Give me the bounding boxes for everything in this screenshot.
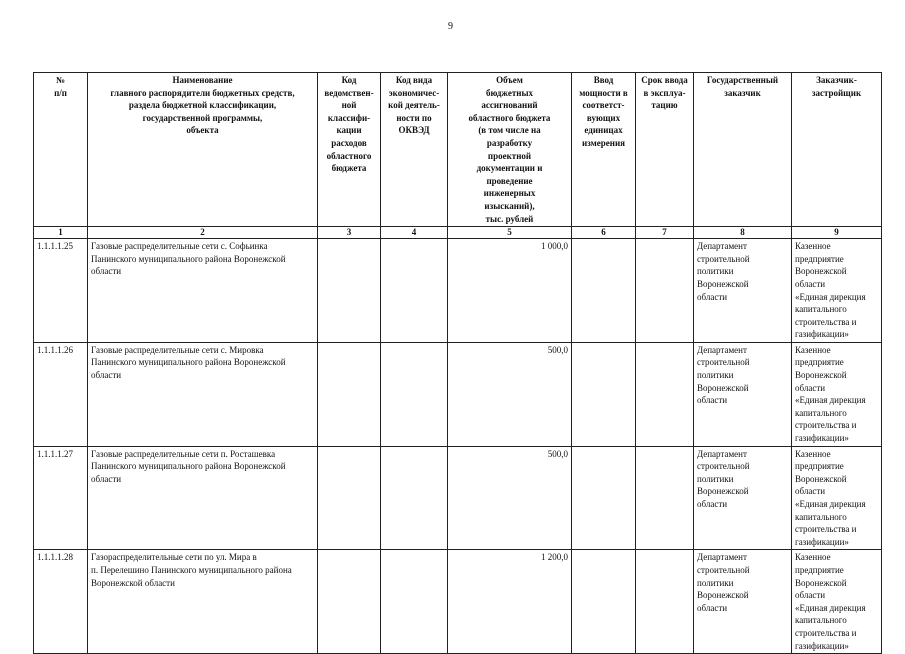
page-number: 9 bbox=[448, 21, 453, 32]
col-number: 6 bbox=[572, 227, 636, 239]
state-customer-cell: Департамент строительной политики Воронежской области bbox=[694, 342, 792, 446]
term-cell bbox=[636, 342, 694, 446]
col-header-dept-code: Код ведомствен- ной классифи- кации расходов областного бюджета bbox=[318, 73, 381, 227]
table-row bbox=[34, 342, 882, 446]
col-number: 7 bbox=[636, 227, 694, 239]
table-row bbox=[34, 550, 882, 654]
term-cell bbox=[636, 550, 694, 654]
col-header-amount: Объем бюджетных ассигнований областного бюджета (в том числе на разработку проектной документации и проведение инженерных изысканий), тыс. рублей bbox=[448, 73, 572, 227]
dept-code-cell bbox=[318, 239, 381, 343]
amount-cell: 500,0 bbox=[448, 342, 572, 446]
developer-cell: Казенное предприятие Воронежской области «Единая дирекция капитального строительства и газификации» bbox=[792, 342, 882, 446]
term-cell bbox=[636, 239, 694, 343]
okved-cell bbox=[381, 342, 448, 446]
col-number: 2 bbox=[88, 227, 318, 239]
col-header-state-customer: Государственный заказчик bbox=[694, 73, 792, 227]
col-number: 1 bbox=[34, 227, 88, 239]
developer-cell: Казенное предприятие Воронежской области «Единая дирекция капитального строительства и газификации» bbox=[792, 446, 882, 550]
row-number: 1.1.1.1.26 bbox=[34, 342, 88, 446]
row-number: 1.1.1.1.27 bbox=[34, 446, 88, 550]
object-name: Газовые распределительные сети с. Софьинка Панинского муниципального района Воронежской области bbox=[88, 239, 318, 343]
okved-cell bbox=[381, 550, 448, 654]
state-customer-cell: Департамент строительной политики Воронежской области bbox=[694, 239, 792, 343]
amount-cell: 500,0 bbox=[448, 446, 572, 550]
object-name: Газораспределительные сети по ул. Мира в п. Перелешино Панинского муниципального района Воронежской области bbox=[88, 550, 318, 654]
col-header-term: Срок ввода в эксплуа- тацию bbox=[636, 73, 694, 227]
dept-code-cell bbox=[318, 342, 381, 446]
amount-cell: 1 200,0 bbox=[448, 550, 572, 654]
state-customer-cell: Департамент строительной политики Воронежской области bbox=[694, 550, 792, 654]
col-number: 4 bbox=[381, 227, 448, 239]
col-header-number: № п/п bbox=[34, 73, 88, 227]
budget-table bbox=[33, 72, 882, 654]
capacity-cell bbox=[572, 550, 636, 654]
capacity-cell bbox=[572, 239, 636, 343]
row-number: 1.1.1.1.25 bbox=[34, 239, 88, 343]
okved-cell bbox=[381, 446, 448, 550]
header-row bbox=[34, 73, 882, 227]
capacity-cell bbox=[572, 342, 636, 446]
col-header-name: Наименование главного распорядители бюджетных средств, раздела бюджетной классификации, государственной программы, объекта bbox=[88, 73, 318, 227]
okved-cell bbox=[381, 239, 448, 343]
col-number: 3 bbox=[318, 227, 381, 239]
term-cell bbox=[636, 446, 694, 550]
table-row bbox=[34, 239, 882, 343]
col-number: 5 bbox=[448, 227, 572, 239]
dept-code-cell bbox=[318, 550, 381, 654]
amount-cell: 1 000,0 bbox=[448, 239, 572, 343]
col-header-okved: Код вида экономичес- кой деятель- ности по ОКВЭД bbox=[381, 73, 448, 227]
object-name: Газовые распределительные сети п. Росташевка Панинского муниципального района Воронежской области bbox=[88, 446, 318, 550]
developer-cell: Казенное предприятие Воронежской области «Единая дирекция капитального строительства и газификации» bbox=[792, 550, 882, 654]
col-header-capacity: Ввод мощности в соответст- вующих единицах измерения bbox=[572, 73, 636, 227]
dept-code-cell bbox=[318, 446, 381, 550]
object-name: Газовые распределительные сети с. Мировка Панинского муниципального района Воронежской области bbox=[88, 342, 318, 446]
row-number: 1.1.1.1.28 bbox=[34, 550, 88, 654]
capacity-cell bbox=[572, 446, 636, 550]
col-number: 8 bbox=[694, 227, 792, 239]
state-customer-cell: Департамент строительной политики Воронежской области bbox=[694, 446, 792, 550]
col-number: 9 bbox=[792, 227, 882, 239]
table-row bbox=[34, 446, 882, 550]
col-header-developer: Заказчик- застройщик bbox=[792, 73, 882, 227]
column-number-row bbox=[34, 227, 882, 239]
developer-cell: Казенное предприятие Воронежской области «Единая дирекция капитального строительства и газификации» bbox=[792, 239, 882, 343]
